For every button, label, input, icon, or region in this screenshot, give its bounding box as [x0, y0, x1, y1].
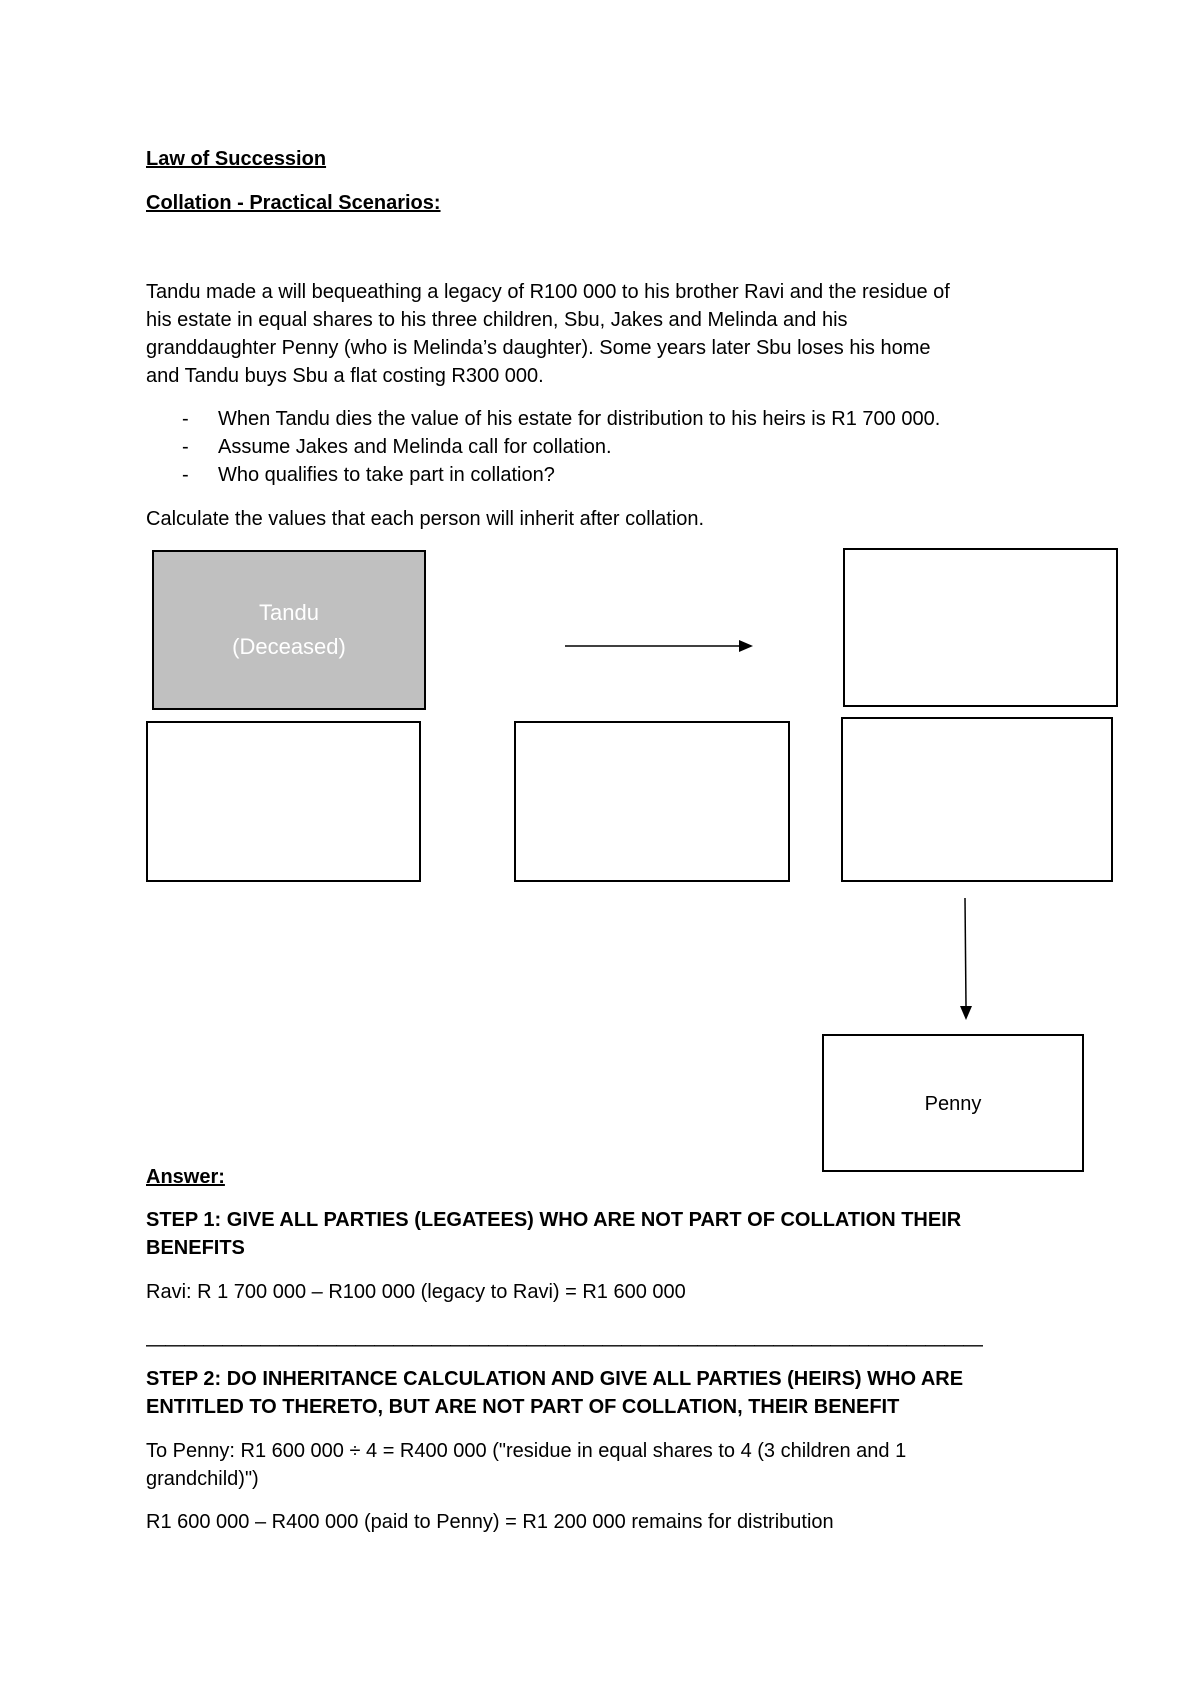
- ravi-calculation: Ravi: R 1 700 000 – R100 000 (legacy to Ravi) = R1 600 000: [146, 1281, 686, 1303]
- bullet-marker: -: [182, 464, 189, 486]
- answer-label: Answer:: [146, 1166, 225, 1188]
- penny-calculation-line-2: grandchild)"): [146, 1468, 259, 1490]
- deceased-name: Tandu: [259, 600, 319, 625]
- bullet-marker: -: [182, 408, 189, 430]
- penny-label: Penny: [924, 1093, 982, 1115]
- scenario-line-3: granddaughter Penny (who is Melinda’s daughter). Some years later Sbu loses his home: [146, 337, 931, 359]
- step1-heading-line-1: STEP 1: GIVE ALL PARTIES (LEGATEES) WHO ARE NOT PART OF COLLATION THEIR: [146, 1209, 962, 1231]
- step1-heading-line-2: BENEFITS: [146, 1237, 245, 1259]
- deceased-status: (Deceased): [232, 634, 346, 659]
- empty-box-bottom-right: [841, 717, 1113, 882]
- bullet-marker: -: [182, 436, 189, 458]
- scenario-line-1: Tandu made a will bequeathing a legacy of R100 000 to his brother Ravi and the residue of: [146, 281, 950, 303]
- penny-calculation-line-1: To Penny: R1 600 000 ÷ 4 = R400 000 ("residue in equal shares to 4 (3 children and 1: [146, 1440, 907, 1462]
- scenario-line-4: and Tandu buys Sbu a flat costing R300 000.: [146, 365, 544, 387]
- step2-heading-line-2: ENTITLED TO THERETO, BUT ARE NOT PART OF COLLATION, THEIR BENEFIT: [146, 1396, 900, 1418]
- remainder-calculation: R1 600 000 – R400 000 (paid to Penny) = R1 200 000 remains for distribution: [146, 1511, 834, 1533]
- right-arrow-icon: [565, 636, 755, 656]
- deceased-box: [152, 550, 426, 710]
- list-item: Assume Jakes and Melinda call for collation.: [218, 436, 612, 458]
- down-arrow-icon: [955, 898, 975, 1023]
- list-item: Who qualifies to take part in collation?: [218, 464, 555, 486]
- document-subtitle: Collation - Practical Scenarios:: [146, 192, 441, 214]
- empty-box-bottom-middle: [514, 721, 790, 882]
- empty-box-bottom-left: [146, 721, 421, 882]
- separator-line: ————————————————————————————————————————————: [146, 1334, 982, 1356]
- list-item: When Tandu dies the value of his estate for distribution to his heirs is R1 700 000.: [218, 408, 941, 430]
- empty-box-top-right: [843, 548, 1118, 707]
- penny-box: [822, 1034, 1084, 1172]
- instruction-text: Calculate the values that each person will inherit after collation.: [146, 508, 705, 530]
- scenario-line-2: his estate in equal shares to his three children, Sbu, Jakes and Melinda and his: [146, 309, 848, 331]
- document-title: Law of Succession: [146, 148, 327, 170]
- step2-heading-line-1: STEP 2: DO INHERITANCE CALCULATION AND GIVE ALL PARTIES (HEIRS) WHO ARE: [146, 1368, 964, 1390]
